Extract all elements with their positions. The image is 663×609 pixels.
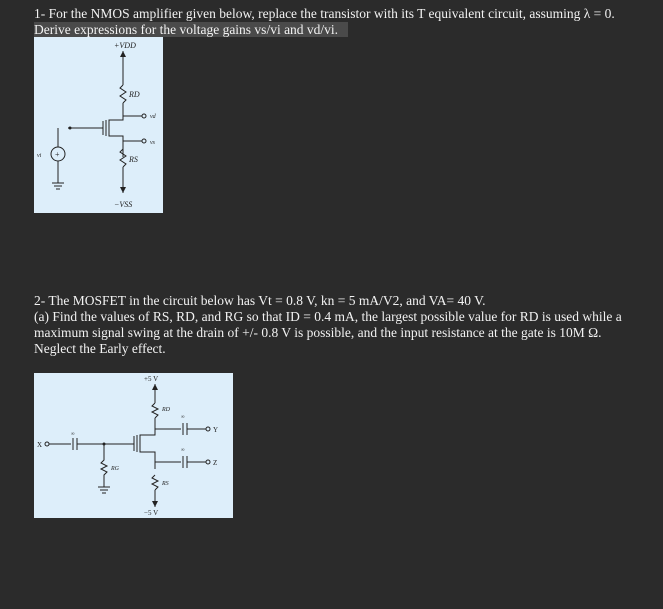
fig1-vs-label: vs: [150, 140, 155, 146]
figure-2-schematic: [34, 373, 233, 518]
question-2-part-a: (a) Find the values of RS, RD, and RG so that ID = 0.4 mA, the largest possible value for RD is used while a maximum signal swing at the drain of +/- 0.8 V is possible, and the input resistance at the gate is 10M Ω.: [34, 309, 622, 340]
fig1-rs-label: RS: [129, 155, 138, 164]
figure-1-schematic: [34, 37, 163, 213]
fig1-vi-label: vi: [37, 153, 42, 159]
fig1-vss-label: −VSS: [114, 200, 133, 209]
fig2-z-label: Z: [213, 459, 218, 467]
fig2-y-label: Y: [213, 426, 219, 434]
question-2-note: Neglect the Early effect.: [34, 341, 166, 356]
fig1-rd-label: RD: [129, 90, 140, 99]
svg-text:+: +: [55, 150, 60, 159]
question-1: [34, 6, 654, 38]
fig2-vminus-label: −5 V: [144, 509, 159, 517]
fig2-inf-2: ∞: [71, 432, 75, 437]
fig2-x-label: X: [37, 441, 43, 449]
figure-1-nmos-amplifier: [34, 37, 163, 213]
figure-2-mosfet-circuit: [34, 373, 233, 518]
question-1-line-2: Derive expressions for the voltage gains vs/vi and vd/vi.: [34, 22, 348, 37]
fig1-vd-label: vd: [150, 114, 156, 120]
fig1-vdd-label: +VDD: [114, 41, 136, 50]
fig2-rd-label: RD: [162, 407, 170, 413]
fig2-rg-label: RG: [111, 466, 119, 472]
question-2: [34, 293, 649, 357]
fig2-vplus-label: +5 V: [144, 375, 159, 383]
question-2-intro: 2- The MOSFET in the circuit below has Vt = 0.8 V, kn = 5 mA/V2, and VA= 40 V.: [34, 293, 486, 308]
fig2-inf-3: ∞: [181, 448, 185, 453]
question-1-line-1: 1- For the NMOS amplifier given below, replace the transistor with its T equivalent circuit, assuming λ = 0.: [34, 6, 615, 21]
fig2-inf-1: ∞: [181, 415, 185, 420]
fig2-rs-label: RS: [162, 481, 169, 487]
